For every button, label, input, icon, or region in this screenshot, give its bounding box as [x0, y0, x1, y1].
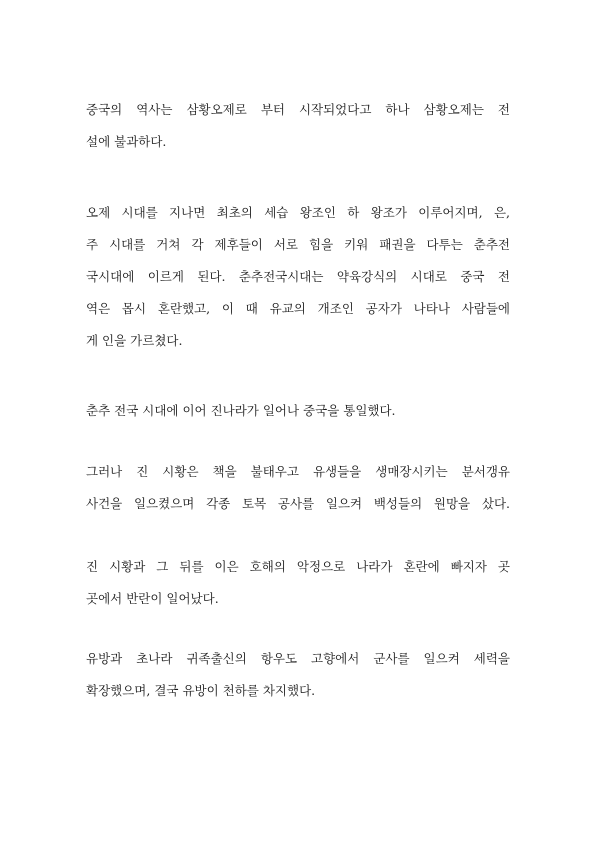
paragraph-2-line-1: 오제 시대를 지나면 최초의 세습 왕조인 하 왕조가 이루어지며, 은,: [86, 205, 510, 220]
paragraph-2-line-5: 게 인을 가르쳤다.: [86, 333, 183, 348]
paragraph-5-line-1: 진 시황과 그 뒤를 이은 호해의 악정으로 나라가 혼란에 빠지자 곳: [86, 559, 510, 574]
paragraph-1-line-1: 중국의 역사는 삼황오제로 부터 시작되었다고 하나 삼황오제는 전: [86, 102, 510, 117]
paragraph-6-line-2: 확장했으며, 결국 유방이 천하를 차지했다.: [86, 683, 316, 698]
paragraph-4-line-2: 사건을 일으켰으며 각종 토목 공사를 일으켜 백성들의 원망을 샀다.: [86, 496, 510, 511]
paragraph-2-line-4: 역은 몹시 혼란했고, 이 때 유교의 개조인 공자가 나타나 사람들에: [86, 301, 510, 316]
paragraph-2-line-3: 국시대에 이르게 된다. 춘추전국시대는 약육강식의 시대로 중국 전: [86, 269, 510, 284]
paragraph-2-line-2: 주 시대를 거쳐 각 제후들이 서로 힘을 키워 패권을 다투는 춘추전: [86, 237, 510, 252]
paragraph-5-line-2: 곳에서 반란이 일어났다.: [86, 591, 219, 606]
paragraph-1-line-2: 설에 불과하다.: [86, 134, 167, 149]
paragraph-4-line-1: 그러나 진 시황은 책을 불태우고 유생들을 생매장시키는 분서갱유: [86, 464, 510, 479]
paragraph-3-line-1: 춘추 전국 시대에 이어 진나라가 일어나 중국을 통일했다.: [86, 403, 396, 418]
paragraph-6-line-1: 유방과 초나라 귀족출신의 항우도 고향에서 군사를 일으켜 세력을: [86, 651, 510, 666]
